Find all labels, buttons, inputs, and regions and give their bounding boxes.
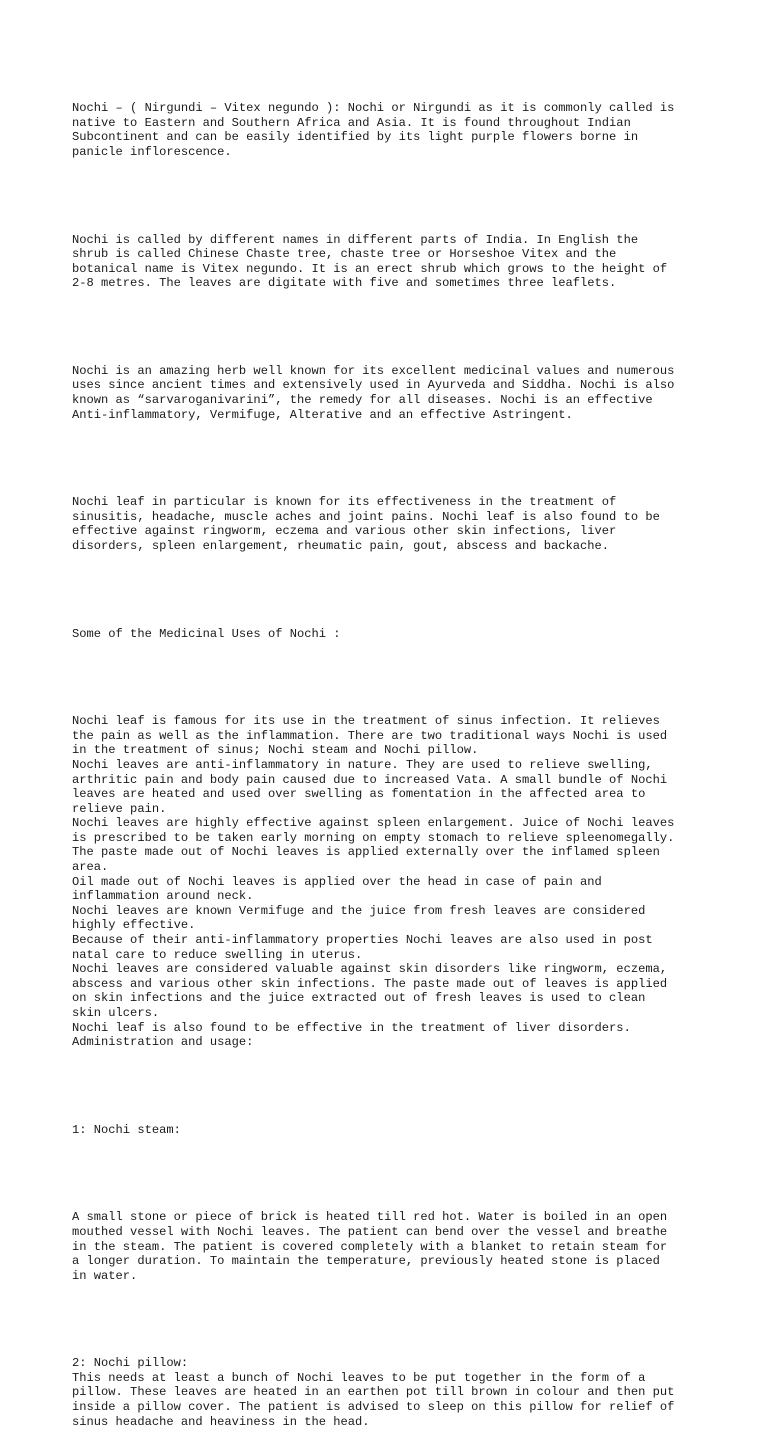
paragraph-uses: Nochi leaf is famous for its use in the treatment of sinus infection. It relieves the pain as well as the inflammation. There are two traditional ways Nochi is used in the treatment of sinus; Nochi steam and Nochi pillow. Nochi leaves are anti-inflammatory in nature. They are used to relieve swelling, arthritic pain and body pain caused due to increased Vata. A small bundle of Nochi leaves are heated and used over swelling as fomentation in the affected area to relieve pain. Nochi leaves are highly effective against spleen enlargement. Juice of Nochi leaves is prescribed to be taken early morning on empty stomach to relieve spleenomegally. The paste made out of Nochi leaves is applied externally over the inflamed spleen area. Oil made out of Nochi leaves is applied over the head in case of pain and inflammation around neck. Nochi leaves are known Vermifuge and the juice from fresh leaves are considered highly effective. Because of their anti-inflammatory properties Nochi leaves are also used in post natal care to reduce swelling in uterus. Nochi leaves are considered valuable against skin disorders like ringworm, eczema, abscess and various other skin infections. The paste made out of leaves is applied on skin infections and the juice extracted out of fresh leaves is used to clean skin ulcers. Nochi leaf is also found to be effective in the treatment of liver disorders. Administration and usage: [72,714,675,1050]
paragraph-pillow: 2: Nochi pillow: This needs at least a bunch of Nochi leaves to be put together in the form of a pillow. These leaves are heated in an earthen pot till brown in colour and then put inside a pillow cover. The patient is advised to sleep on this pillow for relief of sinus headache and heaviness in the head. [72,1356,675,1429]
paragraph-gap [72,670,712,685]
paragraph-gap [72,189,712,204]
paragraph-gap [72,1079,712,1094]
paragraph-gap [72,1312,712,1327]
paragraph-intro: Nochi – ( Nirgundi – Vitex negundo ): Nochi or Nirgundi as it is commonly called is native to Eastern and Southern Africa and Asia. It is found throughout Indian Subcontinent and can be easily identified by its light purple flowers borne in panicle inflorescence. [72,101,675,159]
section-heading-nochi-steam: 1: Nochi steam: [72,1122,181,1137]
document-page [72,72,712,1444]
paragraph-herb: Nochi is an amazing herb well known for its excellent medicinal values and numerous uses since ancient times and extensively used in Ayurveda and Siddha. Nochi is also known as “sarvaroganivarini”, the remedy for all diseases. Nochi is an effective Anti-inflammatory, Vermifuge, Alterative and an effective Astringent. [72,363,675,422]
paragraph-gap [72,1167,712,1182]
paragraph-gap [72,320,712,335]
paragraph-leaf: Nochi leaf in particular is known for its effectiveness in the treatment of sinusitis, headache, muscle aches and joint pains. Nochi leaf is also found to be effective against ringworm, eczema and various other skin infections, liver disorders, spleen enlargement, rheumatic pain, gout, abscess and backache. [72,495,660,553]
paragraph-gap [72,583,712,598]
paragraph-gap [72,451,712,466]
paragraph-steam: A small stone or piece of brick is heated till red hot. Water is boiled in an open mouthed vessel with Nochi leaves. The patient can bend over the vessel and breathe in the steam. The patient is covered completely with a blanket to retain steam for a longer duration. To maintain the temperature, previously heated stone is placed in water. [72,1210,668,1283]
section-heading-medicinal-uses: Some of the Medicinal Uses of Nochi : [72,626,341,641]
paragraph-names: Nochi is called by different names in different parts of India. In English the shrub is called Chinese Chaste tree, chaste tree or Horseshoe Vitex and the botanical name is Vitex negundo. It is an erect shrub which grows to the height of 2-8 metres. The leaves are digitate with five and sometimes three leaflets. [72,232,668,291]
